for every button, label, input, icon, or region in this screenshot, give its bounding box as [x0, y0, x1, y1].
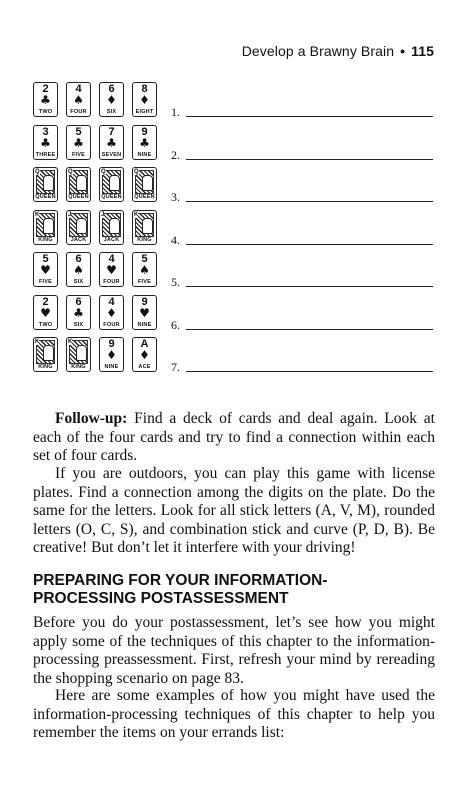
card-name: QUEEN: [101, 194, 122, 200]
playing-card: [132, 252, 157, 287]
answer-line[interactable]: [186, 159, 433, 160]
exercise-row: [33, 295, 437, 338]
answer-number: 6.: [171, 317, 180, 332]
face-card-art-icon: [69, 213, 88, 237]
card-rank: 3: [42, 125, 49, 138]
playing-card: [66, 82, 91, 117]
exercise-row: [33, 210, 437, 253]
card-name: QUEEN: [35, 194, 56, 200]
answer-number: 5.: [171, 275, 180, 289]
card-rank: 8: [141, 83, 148, 95]
card-name: ACE: [138, 364, 151, 370]
face-card-art-icon: [102, 213, 121, 237]
answer-number: 7.: [171, 360, 180, 374]
card-name: KING: [71, 364, 86, 370]
intro-paragraph: Before you do your postassessment, let’s see how you might apply some of the techniques of this chapter to the information-processing preassessment. First, refresh your mind by rereading the shopping scenario on page 83.: [33, 614, 435, 687]
outdoors-paragraph: If you are outdoors, you can play this game with license plates. Find a connection among the digits on the plate. Do the same for the letters. Look for all stick letters (A, V, M), rounded letters (O, C, S), and combination stick and curve (P, D, B). Be creative! But don’t let it interfere with your driving!: [33, 465, 435, 557]
answer-line[interactable]: [186, 371, 433, 372]
card-name: NINE: [137, 151, 152, 158]
card-suit-icon: ♦: [106, 93, 117, 107]
card-name: NINE: [137, 321, 152, 328]
card-rank: J: [101, 211, 105, 218]
playing-card: [99, 337, 124, 372]
playing-card: [66, 337, 91, 372]
card-rank: 5: [42, 253, 49, 265]
card-suit-icon: ♣: [40, 135, 51, 150]
card-name: JACK: [103, 236, 120, 243]
card-name: QUEEN: [68, 194, 89, 200]
playing-card: [132, 210, 157, 245]
card-rank: 6: [75, 253, 82, 265]
card-name: FIVE: [71, 151, 86, 158]
section-heading-line-2: PROCESSING POSTASSESSMENT: [33, 590, 289, 607]
playing-card: [66, 295, 91, 330]
card-rank: A: [140, 338, 149, 350]
card-rank: 6: [108, 83, 115, 95]
card-rank: K: [35, 211, 40, 218]
card-suit-icon: ♠: [139, 263, 150, 277]
playing-card: [99, 125, 124, 160]
card-suit-icon: ♦: [139, 93, 150, 107]
card-name: SEVEN: [101, 151, 122, 158]
header-separator: •: [400, 43, 406, 59]
card-group: [33, 295, 165, 330]
card-rank: K: [134, 211, 139, 218]
card-name: KING: [38, 364, 53, 370]
card-name: TWO: [38, 109, 53, 115]
card-name: THREE: [35, 151, 56, 158]
exercise-row: [33, 82, 437, 125]
card-name: FOUR: [70, 109, 87, 115]
card-name: TWO: [38, 321, 53, 328]
card-suit-icon: ♦: [106, 348, 117, 362]
exercise-row: [33, 167, 437, 210]
card-group: [33, 167, 165, 202]
playing-card: [33, 295, 58, 330]
answer-line[interactable]: [186, 244, 433, 245]
playing-card: [66, 167, 91, 202]
exercise-row: [33, 252, 437, 295]
playing-card: [33, 210, 58, 245]
playing-card: [99, 295, 124, 330]
playing-card: [132, 337, 157, 372]
playing-card: [99, 210, 124, 245]
card-name: SIX: [73, 321, 84, 328]
card-suit-icon: ♣: [73, 135, 84, 150]
card-rank: 5: [141, 253, 148, 265]
exercise-row: [33, 125, 437, 168]
card-rank: Q: [101, 169, 106, 175]
card-rank: J: [68, 211, 72, 218]
answer-line[interactable]: [186, 286, 433, 287]
card-name: KING: [137, 236, 152, 243]
card-rank: 9: [141, 125, 148, 138]
card-rank: 2: [42, 83, 49, 95]
card-rank: K: [35, 339, 40, 345]
card-rank: 2: [42, 295, 49, 308]
card-rank: K: [68, 339, 73, 345]
card-suit-icon: ♦: [139, 348, 150, 362]
card-name: FOUR: [103, 279, 120, 285]
card-name: KING: [38, 236, 53, 243]
playing-card: [132, 167, 157, 202]
card-exercise: [33, 82, 437, 380]
card-name: JACK: [70, 236, 87, 243]
card-group: [33, 82, 165, 117]
card-name: QUEEN: [134, 194, 155, 200]
playing-card: [99, 82, 124, 117]
answer-number: 4.: [171, 232, 180, 247]
playing-card: [66, 210, 91, 245]
playing-card: [132, 295, 157, 330]
card-group: [33, 252, 165, 287]
section-heading-line-1: PREPARING FOR YOUR INFORMATION-: [33, 572, 328, 589]
page-number: 115: [411, 43, 434, 59]
running-title: Develop a Brawny Brain: [241, 43, 395, 59]
playing-card: [33, 337, 58, 372]
card-rank: Q: [35, 169, 40, 175]
playing-card: [66, 252, 91, 287]
card-suit-icon: ♣: [139, 135, 150, 150]
playing-card: [99, 167, 124, 202]
answer-line[interactable]: [186, 201, 433, 202]
answer-line[interactable]: [186, 116, 433, 117]
card-suit-icon: ♥: [40, 263, 51, 277]
card-rank: 4: [75, 83, 82, 95]
card-name: FOUR: [103, 321, 120, 328]
card-suit-icon: ♠: [73, 263, 84, 277]
card-suit-icon: ♥: [106, 263, 117, 277]
followup-label: Follow-up:: [55, 410, 128, 427]
card-suit-icon: ♦: [106, 305, 117, 320]
answer-number: 1.: [171, 105, 180, 119]
card-name: EIGHT: [135, 109, 154, 115]
examples-paragraph: Here are some examples of how you might have used the information-processing techniques of this chapter to help you remember the items on your errands list:: [33, 687, 435, 742]
running-header: [242, 43, 434, 59]
card-name: FIVE: [38, 279, 53, 285]
card-rank: 9: [108, 338, 115, 350]
answer-number: 2.: [171, 147, 180, 162]
card-suit-icon: ♣: [106, 135, 117, 150]
answer-line[interactable]: [186, 329, 433, 330]
card-rank: 6: [75, 295, 82, 308]
playing-card: [33, 125, 58, 160]
card-rank: 9: [141, 295, 148, 308]
card-rank: Q: [134, 169, 139, 175]
playing-card: [33, 167, 58, 202]
card-name: SIX: [106, 109, 117, 115]
card-suit-icon: ♣: [40, 93, 51, 107]
playing-card: [99, 252, 124, 287]
followup-text: Find a deck of cards and deal again. Look at each of the four cards and try to find a connection within each set of four cards.: [33, 410, 435, 465]
card-group: [33, 125, 165, 160]
card-group: [33, 210, 165, 245]
playing-card: [132, 125, 157, 160]
card-group: [33, 337, 165, 372]
card-suit-icon: ♥: [40, 305, 51, 320]
card-suit-icon: ♣: [73, 305, 84, 320]
card-suit-icon: ♠: [73, 93, 84, 107]
playing-card: [33, 82, 58, 117]
card-rank: 4: [108, 253, 115, 265]
playing-card: [132, 82, 157, 117]
section-heading: [33, 572, 435, 608]
exercise-row: [33, 337, 437, 380]
followup-paragraph: [33, 410, 435, 466]
playing-card: [66, 125, 91, 160]
playing-card: [33, 252, 58, 287]
answer-number: 3.: [171, 190, 180, 204]
card-rank: 5: [75, 125, 82, 138]
card-name: SIX: [73, 279, 84, 285]
card-name: NINE: [104, 364, 119, 370]
card-suit-icon: ♥: [139, 305, 150, 320]
card-rank: 4: [108, 295, 115, 308]
card-rank: 7: [108, 125, 115, 138]
card-rank: Q: [68, 169, 73, 175]
card-name: FIVE: [137, 279, 152, 285]
